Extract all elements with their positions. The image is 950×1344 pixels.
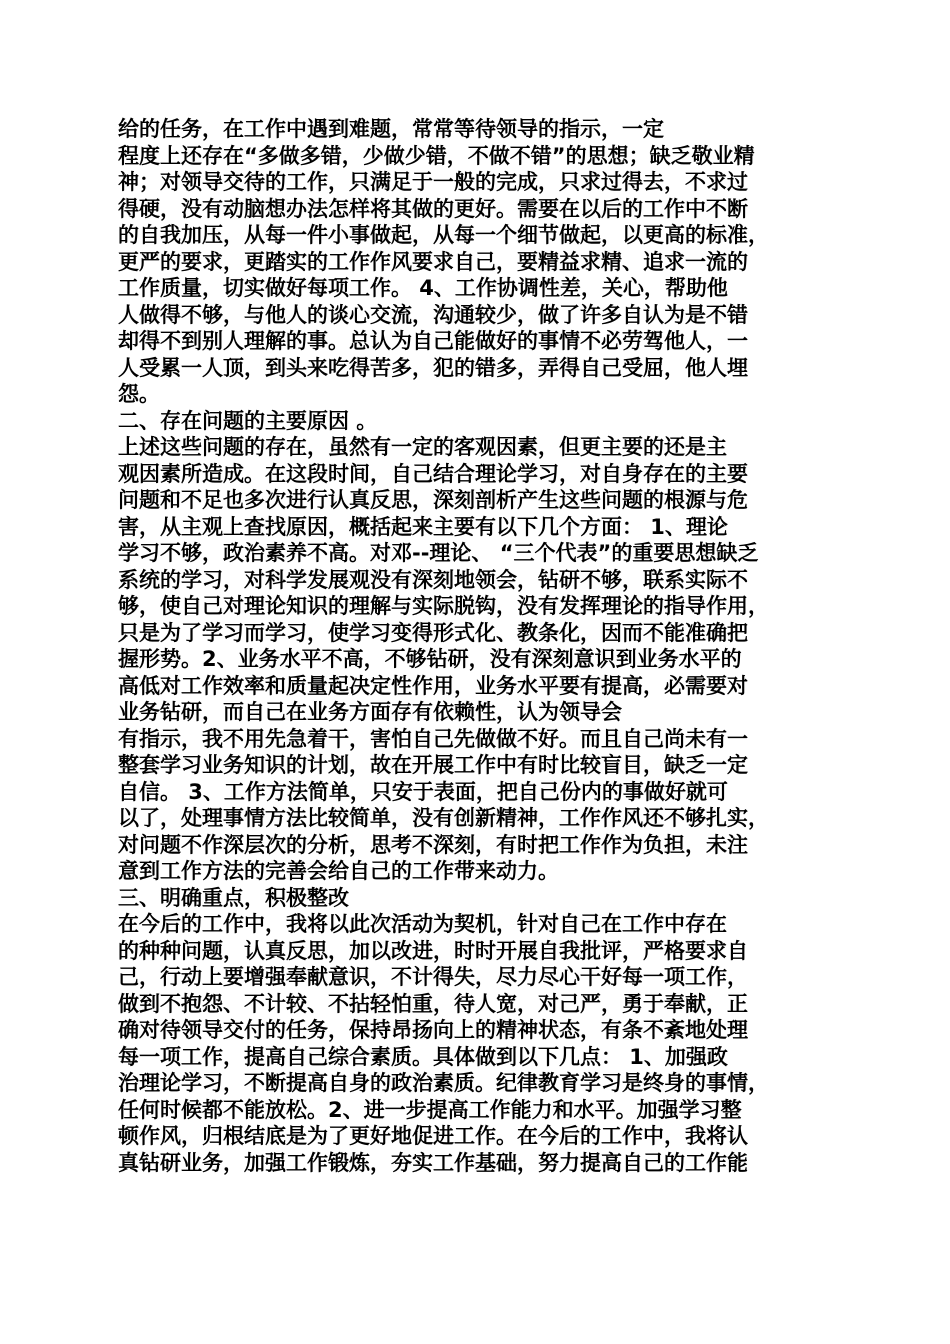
text-line: 治理论学习，不断提高自身的政治素质。纪律教育学习是终身的事情， — [118, 1071, 769, 1095]
text-line: 有指示，我不用先急着干，害怕自己先做做不好。而且自己尚未有一 — [118, 726, 748, 751]
text-line: 顿作风，归根结底是为了更好地促进工作。在今后的工作中，我将认 — [118, 1124, 748, 1148]
text-line: 二、存在问题的主要原因 。 — [118, 408, 378, 433]
text-line: 任何时候都不能放松。2、进一步提高工作能力和水平。加强学习整 — [118, 1097, 742, 1122]
text-line: 神；对领导交待的工作，只满足于一般的完成，只求过得去，不求过 — [118, 170, 748, 194]
text-line: 人受累一人顶，到头来吃得苦多，犯的错多，弄得自己受屈，他人埋 — [118, 355, 748, 380]
text-line: 学习不够，政治素养不高。对邓--理论、 “三个代表”的重要思想缺乏 — [118, 541, 759, 565]
text-line: 更严的要求，更踏实的工作作风要求自己，要精益求精、追求一流的 — [118, 249, 748, 274]
text-line: 真钻研业务，加强工作锻炼，夯实工作基础，努力提高自己的工作能 — [118, 1150, 748, 1175]
text-line: 给的任务，在工作中遇到难题，常常等待领导的指示，一定 — [118, 117, 664, 141]
text-line: 怨。 — [118, 382, 160, 406]
text-line: 够，使自己对理论知识的理解与实际脱钩，没有发挥理论的指导作用， — [118, 594, 769, 618]
document-body — [118, 116, 858, 1176]
text-line: 己，行动上要增强奉献意识，不计得失，尽力尽心干好每一项工作， — [118, 965, 748, 989]
text-line: 的种种问题，认真反思，加以改进，时时开展自我批评，严格要求自 — [118, 938, 748, 963]
text-line: 观因素所造成。在这段时间，自己结合理论学习，对自身存在的主要 — [118, 461, 748, 486]
text-line: 工作质量，切实做好每项工作。 4、工作协调性差，关心，帮助他 — [118, 276, 728, 300]
text-line: 在今后的工作中，我将以此次活动为契机，针对自己在工作中存在 — [118, 912, 727, 936]
text-line: 握形势。2、业务水平不高，不够钻研，没有深刻意识到业务水平的 — [118, 647, 742, 671]
text-line: 自信。 3、工作方法简单，只安于表面，把自己份内的事做好就可 — [118, 779, 728, 804]
text-line: 得硬，没有动脑想办法怎样将其做的更好。需要在以后的工作中不断 — [118, 196, 748, 221]
text-line: 高低对工作效率和质量起决定性作用，业务水平要有提高，必需要对 — [118, 673, 748, 698]
text-line: 程度上还存在“多做多错，少做少错，不做不错”的思想；缺乏敬业精 — [118, 143, 755, 168]
text-line: 对问题不作深层次的分析，思考不深刻，有时把工作作为负担，未注 — [118, 832, 748, 857]
text-line: 意到工作方法的完善会给自己的工作带来动力。 — [118, 859, 559, 883]
text-line: 业务钻研，而自己在业务方面存有依赖性，认为领导会 — [118, 700, 622, 724]
text-line: 人做得不够，与他人的谈心交流，沟通较少，做了许多自认为是不错 — [118, 302, 748, 327]
text-line: 系统的学习，对科学发展观没有深刻地领会，钻研不够，联系实际不 — [118, 567, 748, 592]
text-line: 害，从主观上查找原因，概括起来主要有以下几个方面： 1、理论 — [118, 514, 728, 539]
text-line: 只是为了学习而学习，使学习变得形式化、教条化，因而不能准确把 — [118, 620, 748, 645]
text-line: 的自我加压，从每一件小事做起，从每一个细节做起，以更高的标准， — [118, 223, 769, 247]
text-line: 上述这些问题的存在，虽然有一定的客观因素，但更主要的还是主 — [118, 435, 727, 459]
text-line: 问题和不足也多次进行认真反思，深刻剖析产生这些问题的根源与危 — [118, 488, 748, 512]
text-line: 以了，处理事情方法比较简单，没有创新精神，工作作风还不够扎实， — [118, 806, 769, 830]
text-line: 做到不抱怨、不计较、不拈轻怕重，待人宽，对己严，勇于奉献，正 — [118, 991, 748, 1016]
text-line: 每一项工作，提高自己综合素质。具体做到以下几点： 1、加强政 — [118, 1044, 728, 1069]
text-line: 却得不到别人理解的事。总认为自己能做好的事情不必劳驾他人，一 — [118, 329, 748, 353]
text-line: 三、明确重点，积极整改 — [118, 885, 349, 910]
text-line: 确对待领导交付的任务，保持昂扬向上的精神状态，有条不紊地处理 — [118, 1018, 748, 1042]
text-line: 整套学习业务知识的计划，故在开展工作中有时比较盲目，缺乏一定 — [118, 753, 748, 777]
